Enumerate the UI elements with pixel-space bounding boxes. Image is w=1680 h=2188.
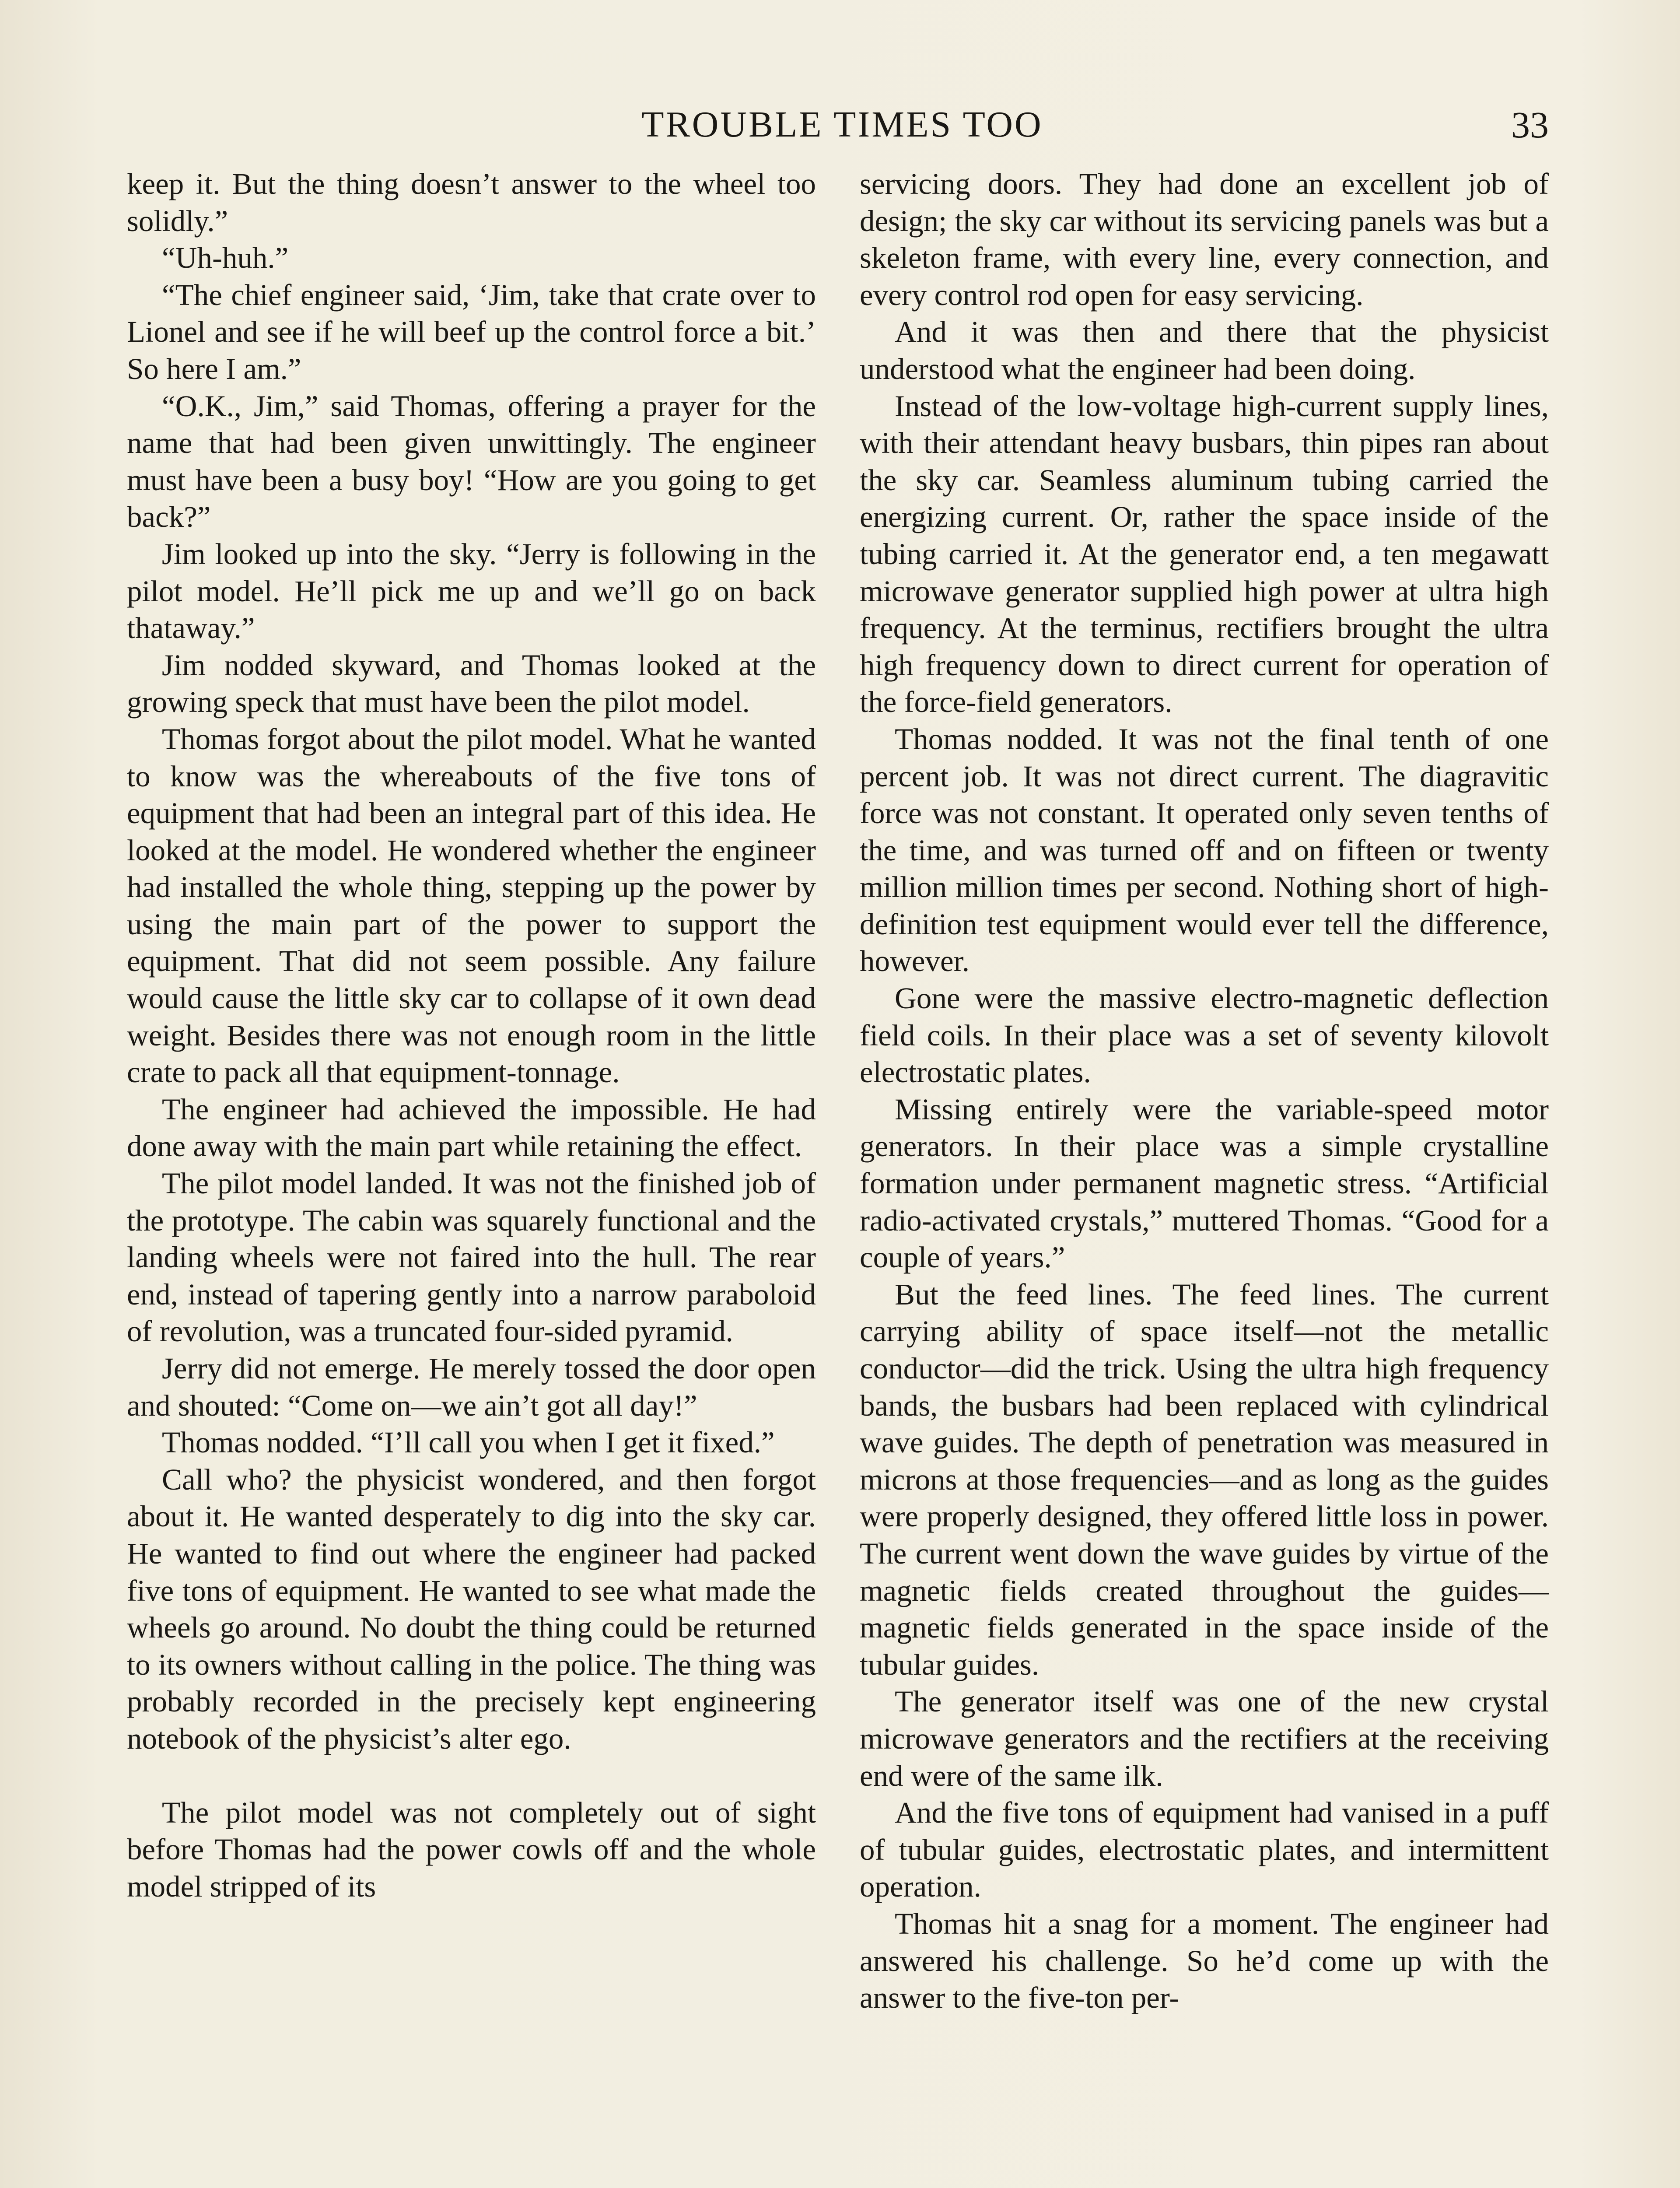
left-text-column: [127, 165, 816, 1905]
right-text-column: [860, 165, 1549, 2016]
paragraph: Missing entirely were the variable-speed motor generators. In their place was a simple crystalline formation under permanent magnetic stress. “Artificial radio-activated crystals,” muttered Thomas. “Good for a couple of years.”: [860, 1092, 1549, 1274]
paragraph: Gone were the massive electro-magnetic deflection field coils. In their place was a set of seventy kilovolt electrostatic plates.: [860, 982, 1549, 1089]
paragraph: The generator itself was one of the new crystal microwave generators and the rectifiers at the receiving end were of the same ilk.: [860, 1685, 1549, 1792]
paragraph: Jerry did not emerge. He merely tossed the door open and shouted: “Come on—we ain’t got all day!”: [127, 1352, 816, 1422]
paragraph: “O.K., Jim,” said Thomas, offering a prayer for the name that had been given unwittingly. The engineer must have been a busy boy! “How are you going to get back?”: [127, 389, 816, 534]
paragraph: Instead of the low-voltage high-current supply lines, with their attendant heavy busbars, thin pipes ran about the sky car. Seamless aluminum tubing carried the energizing current. Or, rather the space inside of the tubing carried it. At the generator end, a ten megawatt microwave generator supplied high power at ultra high frequency. At the terminus, rectifiers brought the ultra high frequency down to direct current for operation of the force-field generators.: [860, 389, 1549, 719]
paragraph: And the five tons of equipment had vanised in a puff of tubular guides, electrostatic plates, and intermittent operation.: [860, 1796, 1549, 1904]
running-head: [127, 98, 1558, 151]
paragraph: Jim looked up into the sky. “Jerry is following in the pilot model. He’ll pick me up and we’ll go on back thataway.”: [127, 537, 816, 645]
paragraph: keep it. But the thing doesn’t answer to the wheel too solidly.”: [127, 167, 816, 238]
paragraph: Thomas hit a snag for a moment. The engineer had answered his challenge. So he’d come up with the answer to the five-ton per-: [860, 1907, 1549, 2015]
page-title: TROUBLE TIMES TOO: [641, 104, 1043, 145]
paragraph: Thomas nodded. “I’ll call you when I get it fixed.”: [162, 1426, 775, 1459]
paragraph: “Uh-huh.”: [162, 241, 289, 275]
paragraph: Jim nodded skyward, and Thomas looked at the growing speck that must have been the pilot model.: [127, 648, 816, 719]
paragraph: servicing doors. They had done an excellent job of design; the sky car without its servicing panels was but a skeleton frame, with every line, every connection, and every control rod open for easy servicing.: [860, 167, 1549, 312]
paragraph: Thomas forgot about the pilot model. What he wanted to know was the whereabouts of the five tons of equipment that had been an integral part of this idea. He looked at the model. He wondered whether the engineer had installed the whole thing, stepping up the power by using the main part of the power to support the equipment. That did not seem possible. Any failure would cause the little sky car to collapse of it own dead weight. Besides there was not enough room in the little crate to pack all that equipment-tonnage.: [127, 722, 816, 1089]
paragraph: The pilot model landed. It was not the finished job of the prototype. The cabin was squarely functional and the landing wheels were not faired into the hull. The rear end, instead of tapering gently into a narrow paraboloid of revolution, was a truncated four-sided pyramid.: [127, 1167, 816, 1348]
paragraph: “The chief engineer said, ‘Jim, take that crate over to Lionel and see if he will beef up the control force a bit.’ So here I am.”: [127, 278, 816, 386]
paragraph: And it was then and there that the physicist understood what the engineer had been doing.: [860, 315, 1549, 386]
paragraph: The pilot model was not completely out of sight before Thomas had the power cowls off and the whole model stripped of its: [127, 1795, 816, 1903]
paragraph: But the feed lines. The feed lines. The current carrying ability of space itself—not the metallic conductor—did the trick. Using the ultra high frequency bands, the busbars had been replaced with cylindrical wave guides. The depth of penetration was measured in microns at those frequencies—and as long as the guides were properly designed, they offered little loss in power. The current went down the wave guides by virtue of the magnetic fields created throughout the guides—magnetic fields generated in the space inside of the tubular guides.: [860, 1277, 1549, 1681]
paragraph: The engineer had achieved the impossible. He had done away with the main part while retaining the effect.: [127, 1092, 816, 1163]
paragraph: Thomas nodded. It was not the final tenth of one percent job. It was not direct current. The diagravitic force was not constant. It operated only seven tenths of the time, and was turned off and on fifteen or twenty million million times per second. Nothing short of high-definition test equipment would ever tell the difference, however.: [860, 722, 1549, 978]
paragraph: Call who? the physicist wondered, and then forgot about it. He wanted desperately to dig into the sky car. He wanted to find out where the engineer had packed five tons of equipment. He wanted to see what made the wheels go around. No doubt the thing could be returned to its owners without calling in the police. The thing was probably recorded in the precisely kept engineering notebook of the physicist’s alter ego.: [127, 1462, 816, 1755]
page-number: 33: [1511, 104, 1549, 146]
